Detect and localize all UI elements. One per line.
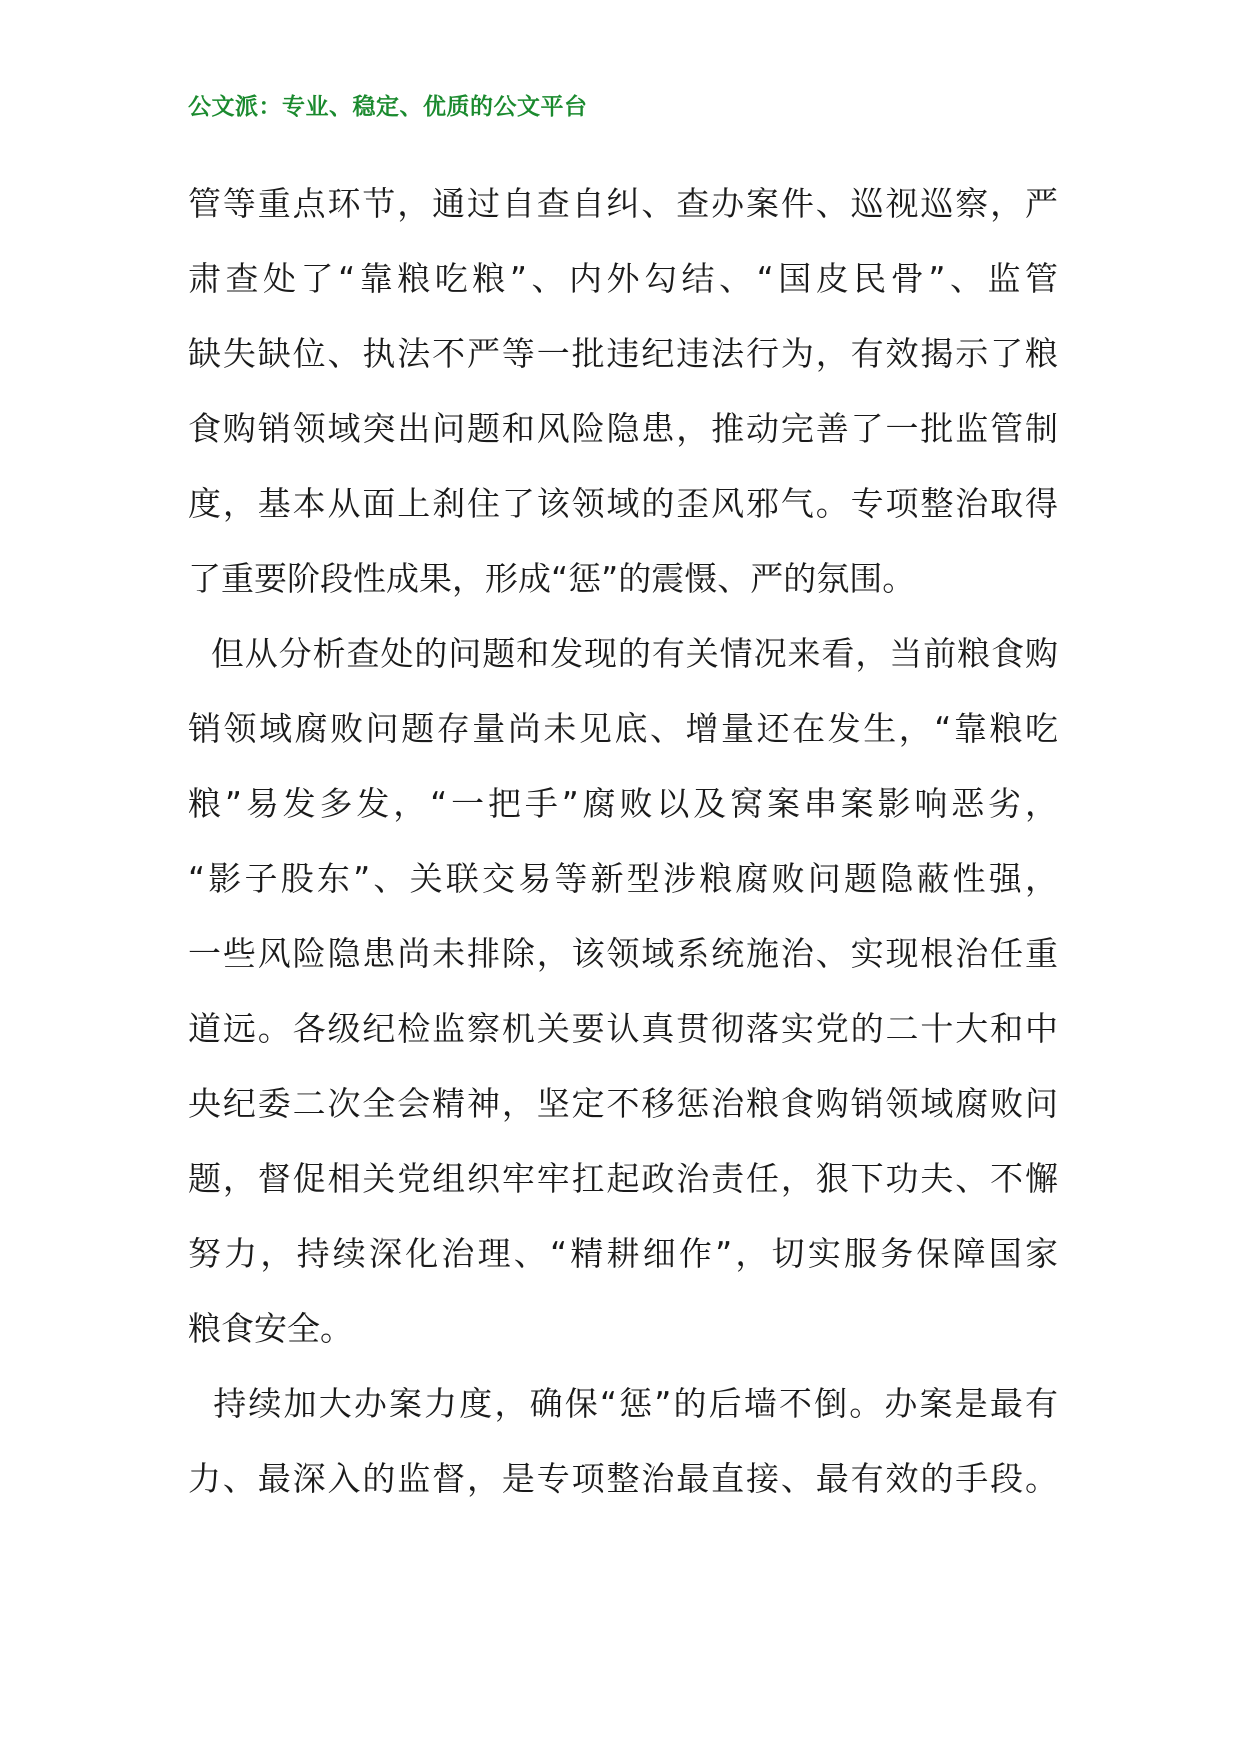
text-line: 力、最深入的监督，是专项整治最直接、最有效的手段。 (188, 1459, 1058, 1498)
text-line: 管等重点环节，通过自查自纠、查办案件、巡视巡察，严 (188, 184, 1058, 223)
text-line: 度，基本从面上刹住了该领域的歪风邪气。专项整治取得 (188, 484, 1058, 523)
body-text (188, 166, 1058, 1516)
text-line: 缺失缺位、执法不严等一批违纪违法行为，有效揭示了粮 (188, 334, 1058, 373)
text-line: 了重要阶段性成果，形成“惩”的震慑、严的氛围。 (188, 559, 916, 598)
text-line: “影子股东”、关联交易等新型涉粮腐败问题隐蔽性强， (188, 859, 1058, 898)
text-line: 但从分析查处的问题和发现的有关情况来看，当前粮食购 (188, 634, 1058, 673)
text-line: 销领域腐败问题存量尚未见底、增量还在发生，“靠粮吃 (188, 709, 1058, 748)
text-line: 央纪委二次全会精神，坚定不移惩治粮食购销领域腐败问 (188, 1084, 1058, 1123)
text-line: 努力，持续深化治理、“精耕细作”，切实服务保障国家 (188, 1234, 1058, 1273)
text-line: 肃查处了“靠粮吃粮”、内外勾结、“国皮民骨”、监管 (188, 259, 1058, 298)
text-line: 题，督促相关党组织牢牢扛起政治责任，狠下功夫、不懈 (188, 1159, 1058, 1198)
text-line: 持续加大办案力度，确保“惩”的后墙不倒。办案是最有 (188, 1384, 1058, 1423)
text-line: 粮食安全。 (188, 1309, 353, 1348)
text-line: 粮”易发多发，“一把手”腐败以及窝案串案影响恶劣， (188, 784, 1058, 823)
text-line: 食购销领域突出问题和风险隐患，推动完善了一批监管制 (188, 409, 1058, 448)
page-header: 公文派：专业、稳定、优质的公文平台 (188, 93, 588, 120)
text-line: 一些风险隐患尚未排除，该领域系统施治、实现根治任重 (188, 934, 1058, 973)
text-line: 道远。各级纪检监察机关要认真贯彻落实党的二十大和中 (188, 1009, 1058, 1048)
